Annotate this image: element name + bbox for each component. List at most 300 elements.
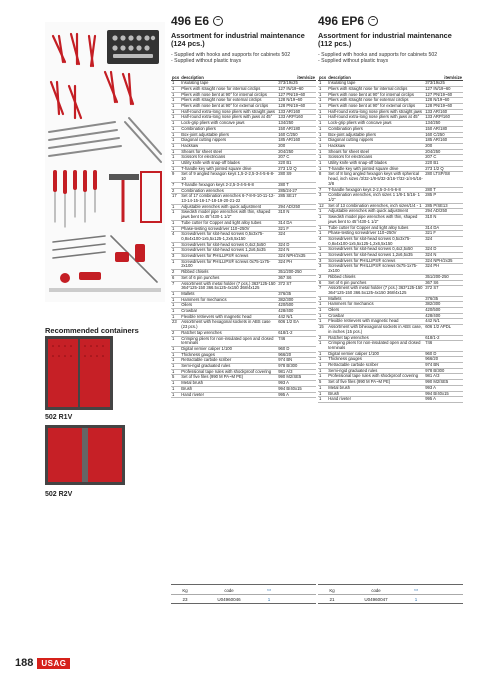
row-description: Half-round extra-long nose pliers with straight jaws [180, 109, 277, 115]
row-item-size: 280 T [424, 187, 463, 193]
row-pcs: 1 [171, 126, 180, 132]
row-pcs: 1 [171, 143, 180, 149]
product-code: 496 EP6 [318, 14, 365, 28]
row-item-size: 324 N [277, 248, 316, 254]
row-item-size: 294 AD/250 [277, 204, 316, 210]
product-column-496-e6 [171, 14, 316, 398]
row-description: Combination wrenches, inch sizes 1 1/8-1 5/16- 1 1/2" [327, 193, 424, 203]
row-description: Adjustable wrenches with quick adjustment [180, 204, 277, 210]
order-code[interactable]: U04960046 [217, 596, 241, 602]
row-item-size: 204/250 [424, 149, 463, 155]
row-description: Mallets [180, 291, 277, 297]
product-title-line2: (112 pcs.) [318, 39, 352, 49]
row-description: Combination wrenches [180, 188, 277, 194]
row-pcs: 1 [318, 98, 327, 104]
row-item-size: 428/400 [277, 309, 316, 315]
row-item-size: 273 1/2 Q [424, 166, 463, 172]
row-pcs: 1 [171, 115, 180, 121]
row-pcs: 1 [318, 341, 327, 351]
row-pcs: 1 [171, 303, 180, 309]
table-row [171, 194, 316, 204]
contents-table [318, 74, 463, 403]
row-description: Set of 9 angled hexagon keys 1,5-2-2,5-3-4-5-6-8-10 [180, 172, 277, 182]
row-description: Ratchet tap wrenches [180, 330, 277, 336]
row-pcs: 1 [318, 138, 327, 144]
row-description: Screwdrivers for PHILLIPS® screws [327, 258, 424, 264]
row-item-size: 133 ARP/160 [424, 115, 463, 121]
row-item-size: 351/200-250 [277, 270, 316, 276]
row-pcs: 1 [318, 126, 327, 132]
row-item-size: 746 [277, 336, 316, 346]
table-row [171, 172, 316, 182]
row-pcs: 1 [171, 314, 180, 320]
row-pcs: 1 [171, 132, 180, 138]
row-item-size: 314 DA [424, 225, 463, 231]
row-description: Tube cutter for Copper and light alloy tubes [180, 220, 277, 226]
row-description: Combination pliers [327, 126, 424, 132]
row-description: Hacksaw [180, 143, 277, 149]
row-pcs: 6 [171, 275, 180, 281]
row-item-size: 981 A/3 [277, 369, 316, 375]
row-pcs: 2 [318, 274, 327, 280]
row-pcs: 1 [318, 81, 327, 87]
row-description: T-handle hexagon keys 2-2,5-3-4-5-6-8 [327, 187, 424, 193]
row-pcs: 7 [318, 286, 327, 296]
row-description: Professional tape rules with shockproof covering [327, 374, 424, 380]
row-item-size: 280 T [277, 182, 316, 188]
order-code[interactable]: U04960047 [364, 596, 388, 602]
row-description: Set of 8 long angled hexagon keys with spherical head, inch sizes /3/32-1/8-5/32-3/16-7/32-1/4-5/16-3/8 [328, 171, 423, 186]
row-description: Lock-grip pliers with concave jaws [327, 121, 424, 127]
row-pcs: 1 [171, 309, 180, 315]
row-item-size: 324 NPH/2x35 [424, 258, 463, 264]
row-pcs: 1 [318, 109, 327, 115]
table-row [318, 172, 463, 187]
row-description: Pliers with straight nose for internal circlips [180, 86, 277, 92]
cabinet-r2v-image [45, 425, 125, 485]
row-description: Screwdrivers for PHILLIPS® screws 0x75-1x75-2x100 [327, 264, 424, 274]
row-description: Adjustable wrenches with quick adjustment [327, 209, 424, 215]
row-description: Brush [327, 391, 424, 397]
row-description: Assortment with metal holder (7 pcs.) 363*125-150 364*125-150 366.5x125-4x150 368/4x125 [328, 285, 423, 295]
row-pcs: 1 [318, 86, 327, 92]
row-pcs: 1 [171, 291, 180, 297]
row-item-size: 273 1/2 Q [277, 166, 316, 172]
row-item-size: 960 D [424, 351, 463, 357]
row-pcs: 6 [318, 280, 327, 286]
row-description: Phase-testing screwdriver 110~250V [180, 226, 277, 232]
product-title-line2: (124 pcs.) [171, 39, 205, 49]
row-description: Flexible retrievers with magnetic head [180, 314, 277, 320]
row-item-size: 993 A [424, 385, 463, 391]
table-row [171, 336, 316, 346]
row-item-size: 420/500 [277, 303, 316, 309]
contents-table [171, 74, 316, 398]
row-pcs: 2 [171, 330, 180, 336]
row-pcs: 1 [171, 381, 180, 387]
row-description: Pliers with nose bent at 90° for external circlips [327, 104, 424, 110]
row-item-size: 960 D [277, 346, 316, 352]
row-description: Crowbar [327, 313, 424, 319]
row-pcs: 1 [171, 98, 180, 104]
row-item-size: 200 [277, 143, 316, 149]
row-description: Utility knife with snap-off blades [180, 161, 277, 167]
row-description: Thickness gauges [180, 352, 277, 358]
row-item-size: 160 C/250 [277, 132, 316, 138]
row-pcs: 3 [318, 258, 327, 264]
table-row [171, 281, 316, 291]
row-description: Pliers with straight nose for external circlips [327, 98, 424, 104]
row-pcs: 1 [171, 336, 180, 346]
row-item-size: 285 SE17 [277, 194, 316, 204]
row-pcs: 7 [318, 187, 327, 193]
row-item-size: 442 N/1 [277, 314, 316, 320]
row-pcs: 1 [171, 104, 180, 110]
row-item-size: 367 S6 [424, 280, 463, 286]
table-row [318, 193, 463, 203]
row-pcs: 1 [171, 121, 180, 127]
row-pcs: 1 [318, 92, 327, 98]
row-item-size: 376/35 [277, 291, 316, 297]
row-description: Mallets [327, 296, 424, 302]
row-description: Hand riveter [327, 397, 424, 403]
row-description: Shears for sheet steel [180, 149, 277, 155]
row-description: Hammers for mechanics [327, 302, 424, 308]
row-pcs: 4 [171, 232, 180, 242]
row-pcs: 1 [171, 166, 180, 172]
row-item-size: 207 C [424, 155, 463, 161]
row-item-size: 376/35 [424, 296, 463, 302]
row-description: Box-joint adjustable pliers [180, 132, 277, 138]
table-row [318, 325, 463, 335]
row-description: Shears for sheet steel [327, 149, 424, 155]
row-pcs: 1 [318, 253, 327, 259]
row-item-size: 324 N [424, 253, 463, 259]
row-description: Screwdrivers for slot-head screws 0,5x3x75-0,8x4x100-1x5,5x125-1,2x6,5x150 [327, 236, 424, 246]
row-item-size: 127 PN/19~60 [277, 92, 316, 98]
cabinet-r1v-label: 502 R1V [45, 414, 73, 421]
row-pcs: 1 [171, 226, 180, 232]
quantity-value: 1 [414, 596, 418, 602]
row-pcs: 1 [318, 143, 327, 149]
row-pcs: 1 [171, 220, 180, 226]
column-header-item: item/size [277, 74, 316, 81]
row-item-size: 324 PH [424, 264, 463, 274]
row-item-size: 372 S7 [277, 281, 316, 291]
product-title-line1: Assortment for industrial maintenance [171, 31, 305, 40]
row-item-size: 372 S7 [424, 286, 463, 296]
row-pcs: 1 [318, 121, 327, 127]
cabinet-r2v-label: 502 R2V [45, 491, 73, 498]
table-row [318, 236, 463, 246]
table-row [171, 320, 316, 330]
row-pcs: 15 [318, 325, 327, 335]
row-item-size: 321 F [277, 226, 316, 232]
cart-icon: ▭ [413, 587, 419, 592]
weight-header: Kg [329, 587, 335, 593]
minus-circle-icon: − [368, 16, 378, 26]
row-description: Screwdrivers for PHILLIPS® screws [180, 254, 277, 260]
row-description: Insulating tape [327, 81, 424, 87]
row-description: Oilers [180, 303, 277, 309]
row-item-size: 966/20 [277, 352, 316, 358]
row-item-size: 746 [424, 341, 463, 351]
row-pcs: 1 [171, 204, 180, 210]
row-description: Digital vernier caliper 1/100 [327, 351, 424, 357]
row-description: Screwdrivers for slot-head screws 0,4x2,5x50 [180, 242, 277, 248]
row-item-size: 128 PN/19~60 [424, 104, 463, 110]
row-description: Screwdrivers for slot-head screws 0,4x2,5x50 [327, 247, 424, 253]
row-item-size: 200 [424, 143, 463, 149]
column-header-pcs: pcs [319, 74, 327, 80]
row-description: Digital vernier caliper 1/100 [180, 346, 277, 352]
row-item-size: 373/19x25 [424, 81, 463, 87]
row-description: Phase-testing screwdriver 110~250V [327, 231, 424, 237]
row-item-size: 978 B/300 [277, 364, 316, 370]
table-row [171, 392, 316, 398]
row-item-size: 133 AR/160 [424, 109, 463, 115]
row-description: Swedish model pipe wrenches with thin, shaped jaws bent to 45°/430-1 1/2" [180, 210, 277, 220]
row-description: Hacksaw [327, 143, 424, 149]
row-pcs: 1 [318, 155, 327, 161]
order-code-box-1 [171, 584, 316, 604]
row-pcs: 1 [171, 149, 180, 155]
row-pcs: 1 [318, 166, 327, 172]
row-item-size: 285 P/SE13 [424, 203, 463, 209]
code-header: code [371, 587, 381, 593]
row-item-size: 204/250 [277, 149, 316, 155]
row-item-size: 128 N/19~60 [277, 98, 316, 104]
row-item-size: 990 M2/SE5 [277, 375, 316, 381]
product-title-line1: Assortment for industrial maintenance [318, 31, 452, 40]
row-item-size: 285/24-27 [277, 188, 316, 194]
row-item-size: 280 S9 [277, 172, 316, 182]
cart-icon: ▭ [266, 587, 272, 592]
row-pcs: 1 [171, 81, 180, 87]
row-description: Retractable carbide scriber [180, 358, 277, 364]
tool-kit-image [45, 22, 165, 302]
row-pcs: 7 [171, 182, 180, 188]
row-item-size: 127 PN/19~60 [424, 92, 463, 98]
product-note: - Supplied without plastic trays [318, 58, 389, 65]
row-pcs: 1 [171, 86, 180, 92]
row-item-size: 382/300 [277, 297, 316, 303]
row-pcs: 1 [318, 231, 327, 237]
row-description: Oilers [327, 308, 424, 314]
recommended-containers-title: Recommended containers [45, 326, 139, 335]
row-description: Diagonal cutting nippers [327, 138, 424, 144]
row-item-size: 324 [424, 236, 463, 246]
row-description: Thickness gauges [327, 357, 424, 363]
code-header: code [224, 587, 234, 593]
row-description: Assortment with bihexagonal sockets in ABS case, in inches (15 pcs.) [327, 325, 424, 335]
row-description: Pliers with straight nose for internal circlips [327, 86, 424, 92]
row-pcs: 1 [171, 92, 180, 98]
row-description: Pliers with nose bent at 90° for internal circlips [327, 92, 424, 98]
row-description: Brush [180, 386, 277, 392]
row-pcs: 5 [318, 380, 327, 386]
row-description: Diagonal cutting nippers [180, 138, 277, 144]
row-pcs: 3 [318, 264, 327, 274]
row-description: Half-round extra-long nose pliers with jaws at 45° [180, 115, 277, 121]
row-pcs: 1 [171, 109, 180, 115]
row-item-size: 324 [277, 232, 316, 242]
row-pcs: 17 [171, 194, 180, 204]
row-description: Hand riveter [180, 392, 277, 398]
row-item-size: 351/200-250 [424, 274, 463, 280]
row-item-size: 133 ARP/160 [277, 115, 316, 121]
row-item-size: 324 NPH/2x35 [277, 254, 316, 260]
row-item-size: 606 1/2 APDL [424, 325, 463, 335]
row-pcs: 1 [171, 346, 180, 352]
row-pcs: 1 [171, 242, 180, 248]
row-item-size: 618/1-2 [424, 335, 463, 341]
row-pcs: 1 [318, 302, 327, 308]
row-pcs: 1 [318, 161, 327, 167]
row-description: Retractable carbide scriber [327, 363, 424, 369]
row-description: Lock-grip pliers with concave jaws [180, 121, 277, 127]
row-item-size: 207 C [277, 155, 316, 161]
row-item-size: 324 D [277, 242, 316, 248]
row-pcs: 23 [171, 320, 180, 330]
row-pcs: 1 [171, 352, 180, 358]
table-row [171, 259, 316, 269]
row-pcs: 9 [171, 172, 180, 182]
row-item-size: 990 M2/SE5 [424, 380, 463, 386]
row-item-size: 294 AD/250 [424, 209, 463, 215]
weight-header: Kg [182, 587, 188, 593]
table-row [171, 210, 316, 220]
brand-logo: USAG [37, 658, 70, 669]
row-item-size: 367 S6 [277, 275, 316, 281]
table-row [318, 397, 463, 403]
product-title [318, 32, 463, 49]
row-pcs: 7 [171, 281, 180, 291]
row-description: Set of five files (990 M PA~M PE) [180, 375, 277, 381]
row-item-size: 995 A [277, 392, 316, 398]
row-description: Screwdrivers for PHILLIPS® screws 0x75-1x75-2x100 [180, 259, 277, 269]
row-pcs: 2 [318, 335, 327, 341]
row-description: Set of 6 pin punches [180, 275, 277, 281]
row-description: Utility knife with snap-off blades [327, 161, 424, 167]
product-notes [171, 52, 316, 64]
row-description: Metal brush [180, 381, 277, 387]
row-item-size: 185 AR/160 [277, 138, 316, 144]
row-description: Semi-rigid graduated rules [180, 364, 277, 370]
row-description: Semi-rigid graduated rules [327, 368, 424, 374]
row-item-size: 324 D [424, 247, 463, 253]
row-pcs: 1 [318, 247, 327, 253]
row-description: Screwdrivers for slot-head screws 1,2x6,5x35 [327, 253, 424, 259]
row-pcs: 1 [318, 313, 327, 319]
row-item-size: 127 IN/19~60 [277, 86, 316, 92]
column-header-description: description [327, 74, 424, 81]
row-description: Box-joint adjustable pliers [327, 132, 424, 138]
table-row [318, 264, 463, 274]
row-item-size: 995 A [424, 397, 463, 403]
column-header-item: item/size [424, 74, 463, 81]
product-title [171, 32, 316, 49]
row-pcs: 1 [318, 209, 327, 215]
row-item-size: 128 PN/19~60 [277, 104, 316, 110]
row-description: Screwdrivers for slot-head screws 1,2x6,5x35 [180, 248, 277, 254]
row-item-size: 993 A [277, 381, 316, 387]
row-item-size: 324 PH [277, 259, 316, 269]
row-description: Half-round extra-long nose pliers with straight jaws [327, 109, 424, 115]
row-pcs: 1 [318, 132, 327, 138]
row-description: Crimping pliers for non-insulated open and closed terminals [180, 336, 277, 346]
product-notes [318, 52, 463, 64]
page-number: 188 [15, 657, 34, 669]
row-pcs: 1 [318, 225, 327, 231]
row-pcs: 1 [318, 296, 327, 302]
row-item-size: 220 B1 [277, 161, 316, 167]
row-item-size: 618/1-2 [277, 330, 316, 336]
row-description: Metal brush [327, 385, 424, 391]
row-item-size: 442 N/1 [424, 319, 463, 325]
row-item-size: 373/19x25 [277, 81, 316, 87]
row-item-size: 974 BN [277, 358, 316, 364]
table-row [318, 341, 463, 351]
order-code-box-2 [318, 584, 463, 604]
row-description: Ratchet tap wrenches [327, 335, 424, 341]
row-description: Swedish model pipe wrenches with thin, shaped jaws bent to 45°/430-1 1/2" [327, 215, 424, 225]
table-row [318, 286, 463, 296]
weight-value: 21 [329, 596, 335, 602]
row-pcs: 12 [318, 203, 327, 209]
row-pcs: 1 [318, 363, 327, 369]
product-code: 496 E6 [171, 14, 210, 28]
row-pcs: 1 [171, 248, 180, 254]
row-pcs: 1 [318, 391, 327, 397]
row-item-size: 428/400 [424, 313, 463, 319]
row-item-size: 150 AR/180 [277, 126, 316, 132]
row-item-size: 321 F [424, 231, 463, 237]
table-row [318, 215, 463, 225]
product-note: - Supplied with hooks and supports for cabinets 502 [171, 51, 291, 58]
column-header-description: description [180, 74, 277, 81]
row-pcs: 1 [171, 364, 180, 370]
page-footer [15, 657, 70, 669]
row-description: Insulating tape [180, 81, 277, 87]
row-pcs: 1 [171, 259, 180, 269]
row-pcs: 2 [171, 188, 180, 194]
row-pcs: 1 [318, 104, 327, 110]
row-description: Pliers with nose bent at 90° for external circlips [180, 104, 277, 110]
row-item-size: 966/20 [424, 357, 463, 363]
product-note: - Supplied without plastic trays [171, 58, 242, 65]
minus-circle-icon: − [213, 16, 223, 26]
table-row [171, 232, 316, 242]
row-description: Ribbed chisels [327, 274, 424, 280]
row-pcs: 1 [318, 115, 327, 121]
row-pcs: 1 [171, 392, 180, 398]
row-item-size: 160 C/250 [424, 132, 463, 138]
row-description: Set of 17 combination wrenches 6-7-8-9-10-11-12-13-14-15-16-17-18-19-20-21-22 [180, 194, 277, 204]
row-item-size: 134/250 [277, 121, 316, 127]
row-item-size: 978 B/300 [424, 368, 463, 374]
row-item-size: 220 B1 [424, 161, 463, 167]
row-item-size: 420/500 [424, 308, 463, 314]
row-pcs: 1 [318, 385, 327, 391]
row-item-size: 133 AR/160 [277, 109, 316, 115]
row-item-size: 185 AR/160 [424, 138, 463, 144]
row-pcs: 8 [318, 172, 327, 187]
row-pcs: 1 [171, 161, 180, 167]
product-note: - Supplied with hooks and supports for cabinets 502 [318, 51, 438, 58]
row-pcs: 5 [171, 375, 180, 381]
row-description: Set of 6 pin punches [327, 280, 424, 286]
